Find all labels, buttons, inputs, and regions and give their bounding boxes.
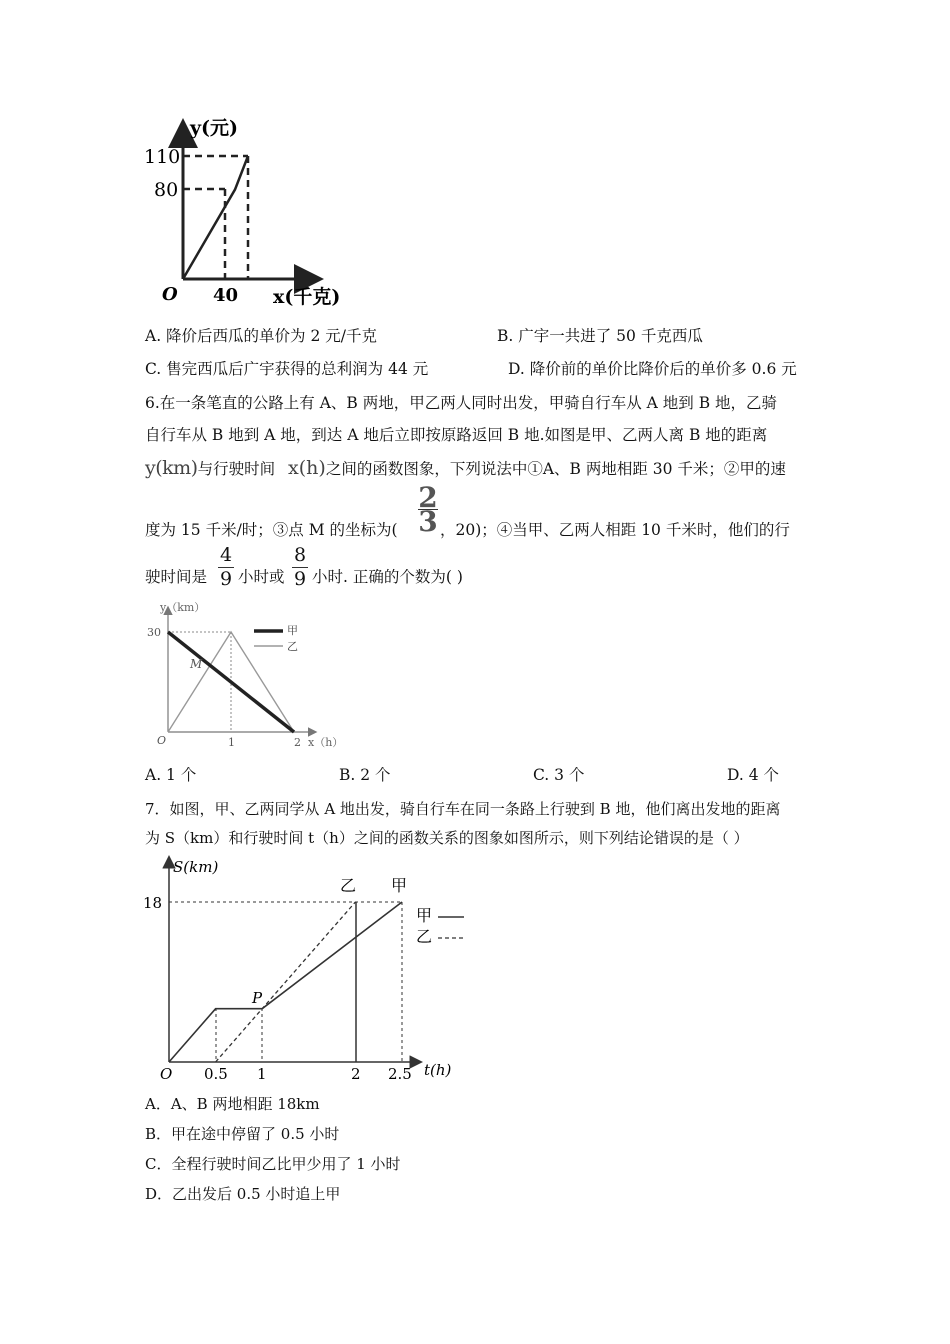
q5-ylabel: y(元) [190, 117, 239, 139]
q5-option-c[interactable]: C. 售完西瓜后广宇获得的总利润为 44 元 [145, 360, 429, 378]
q5-ytick-110: 110 [144, 146, 181, 168]
q5-xlabel: x(千克) [273, 286, 341, 308]
q7-series-yi [216, 902, 356, 1062]
q6-ylabel: y（km） [160, 601, 206, 614]
q6-option-a[interactable]: A. 1 个 [145, 766, 197, 784]
q7-origin: O [160, 1065, 173, 1083]
q5-series-line [183, 156, 248, 279]
q5-xtick-40: 40 [213, 285, 239, 306]
q6-fraction-1 [218, 545, 234, 590]
q7-option-a[interactable]: A．A、B 两地相距 18km [145, 1095, 320, 1113]
q6-fraction-m-num: 2 [418, 481, 438, 514]
q6-line-3-mid: 与行驶时间 [197, 460, 276, 478]
q6-line-3-rest: 之间的函数图象，下列说法中①A、B 两地相距 30 千米；②甲的速 [325, 460, 786, 478]
q7-top-label-jia: 甲 [391, 876, 408, 895]
q7-legend-jia-label: 甲 [416, 906, 433, 925]
q6-line-2: 自行车从 B 地到 A 地，到达 A 地后立即按原路返回 B 地.如图是甲、乙两人离 B 地的距离 [145, 426, 768, 444]
q6-fraction-m-den: 3 [418, 505, 438, 538]
q6-option-d[interactable]: D. 4 个 [727, 766, 780, 784]
q6-option-c[interactable]: C. 3 个 [533, 766, 585, 784]
q6-legend-jia-label: 甲 [287, 624, 298, 637]
q7-xtick-0.5: 0.5 [204, 1065, 228, 1083]
q6-fraction-1-den: 9 [219, 568, 233, 590]
q6-fraction-2-num: 8 [293, 544, 307, 566]
q6-line-4a: 度为 15 千米/时；③点 M 的坐标为( [145, 521, 398, 539]
q6-xtick-1: 1 [228, 736, 235, 749]
q6-legend-yi-label: 乙 [287, 640, 298, 653]
q6-line-5a: 驶时间是 [145, 568, 208, 586]
q7-top-label-yi: 乙 [340, 876, 357, 895]
q7-xtick-2.5: 2.5 [388, 1065, 412, 1083]
q6-origin: O [157, 734, 167, 747]
q6-point-m: M [190, 657, 203, 671]
q7-line-1: 7．如图，甲、乙两同学从 A 地出发，骑自行车在同一条路上行驶到 B 地，他们离出发地的距离 [145, 800, 781, 818]
q7-point-p: P [252, 989, 263, 1007]
q6-line-1: 6.在一条笔直的公路上有 A、B 两地，甲乙两人同时出发，甲骑自行车从 A 地到 B 地，乙骑 [145, 394, 778, 412]
q6-fraction-2 [292, 545, 308, 590]
q6-chart [140, 598, 360, 756]
q6-fraction-1-num: 4 [219, 544, 233, 566]
q7-ytick-18: 18 [143, 894, 163, 912]
q5-ytick-80: 80 [154, 179, 179, 201]
q7-option-d[interactable]: D．乙出发后 0.5 小时追上甲 [145, 1185, 341, 1203]
q7-chart [140, 853, 470, 1085]
q5-chart [140, 108, 370, 313]
q7-option-c[interactable]: C．全程行驶时间乙比甲少用了 1 小时 [145, 1155, 401, 1173]
q6-ytick-30: 30 [147, 626, 161, 639]
q6-line-5c: 小时. 正确的个数为( ) [312, 568, 463, 586]
q6-x-symbol: x(h) [288, 457, 326, 479]
q5-origin: O [162, 284, 178, 305]
q7-option-b[interactable]: B．甲在途中停留了 0.5 小时 [145, 1125, 340, 1143]
q5-option-b[interactable]: B. 广宇一共进了 50 千克西瓜 [497, 327, 703, 345]
q6-line-3 [145, 457, 786, 480]
q5-option-d[interactable]: D. 降价前的单价比降价后的单价多 0.6 元 [508, 360, 797, 378]
q6-option-b[interactable]: B. 2 个 [339, 766, 391, 784]
q5-option-a[interactable]: A. 降价后西瓜的单价为 2 元/千克 [145, 327, 377, 345]
q7-legend-yi-label: 乙 [416, 927, 433, 946]
q6-xtick-2: 2 [294, 736, 301, 749]
q6-xlabel: x（h） [308, 736, 344, 749]
q6-y-symbol: y(km) [145, 457, 198, 479]
q7-xlabel: t(h) [424, 1061, 452, 1079]
q6-line-5b: 小时或 [238, 568, 285, 586]
q6-fraction-m [418, 481, 438, 538]
q7-ylabel: S(km) [173, 858, 219, 876]
q6-line-4b: ，20)；④当甲、乙两人相距 10 千米时，他们的行 [440, 521, 790, 539]
q7-xtick-1: 1 [257, 1065, 267, 1083]
q7-line-2: 为 S（km）和行驶时间 t（h）之间的函数关系的图象如图所示，则下列结论错误的是（ ） [145, 829, 749, 847]
q7-xtick-2: 2 [351, 1065, 361, 1083]
q6-fraction-2-den: 9 [293, 568, 307, 590]
